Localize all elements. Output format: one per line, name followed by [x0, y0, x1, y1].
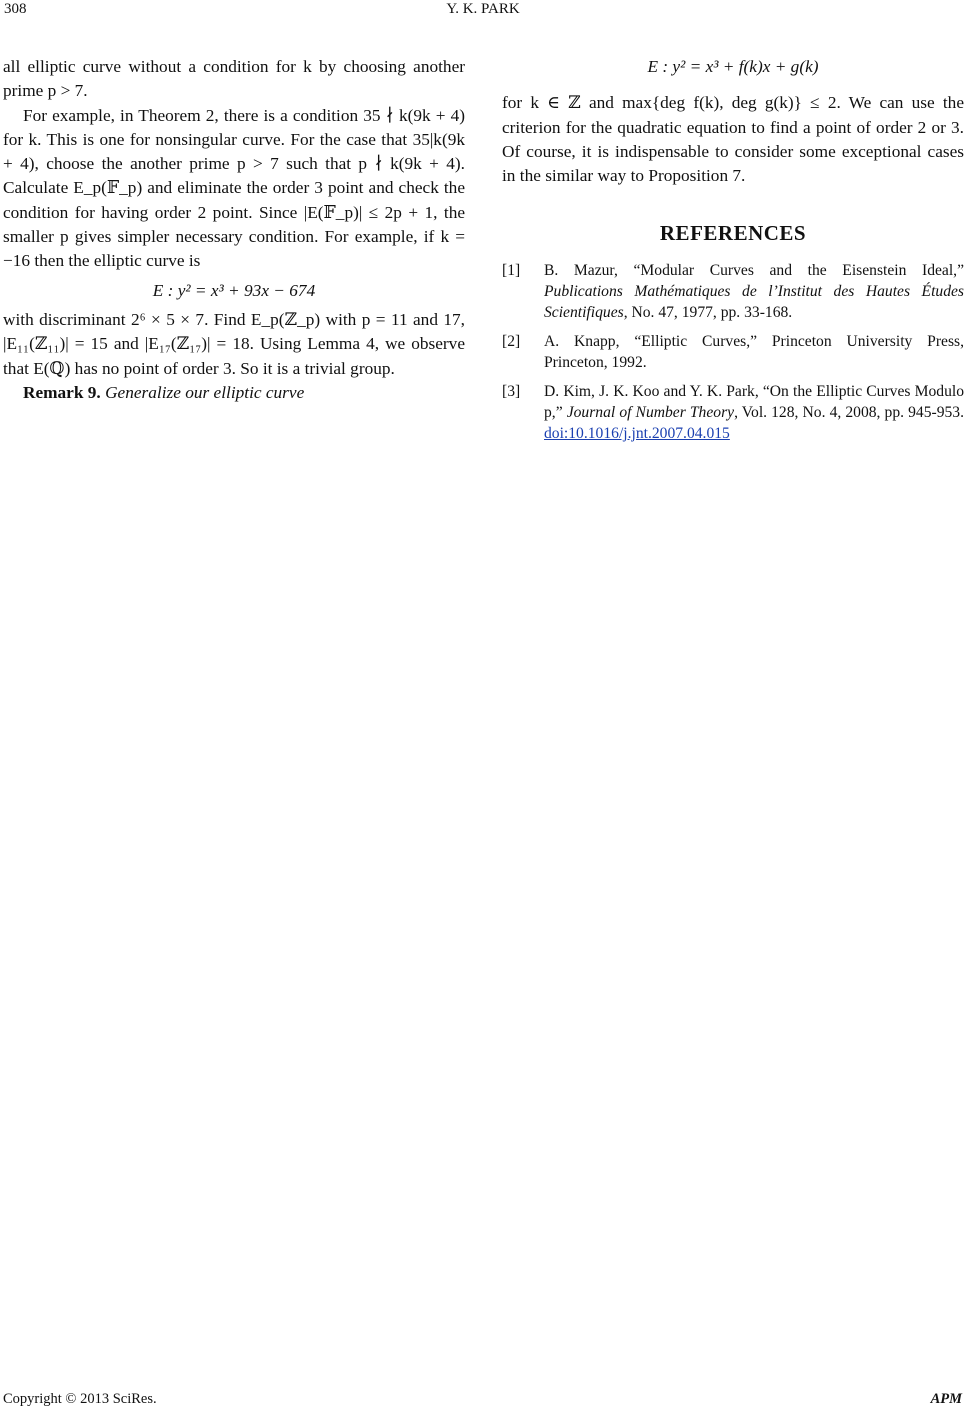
page-number: 308: [4, 1, 27, 17]
reference-number: [3]: [502, 382, 521, 400]
paragraph-2: For example, in Theorem 2, there is a condition 35 ∤ k(9k + 4) for k. This is one for nonsingular curve. For the case that 35|k(9k + 4), choose the another prime p > 7 such that p ∤ k(9k + 4). Calculate E_p(𝔽_p) and eliminate the order 3 point and check the condition for having order 2 point. Since |E(𝔽_p)| ≤ 2p + 1, the smaller p gives simpler necessary condition. For example, if k = −16 then the elliptic curve is: [3, 105, 465, 271]
paragraph-4: for k ∈ ℤ and max{deg f(k), deg g(k)} ≤ 2. We can use the criterion for the quadratic equation to find a point of order 2 or 3. Of course, it is indispensable to consider some exceptional cases in the similar way to Proposition 7.: [502, 93, 964, 186]
reference-authors-title: D. Kim, J. K. Koo and Y. K. Park, “On the Elliptic Curves Modulo p,”: [544, 382, 964, 421]
remark-label: Remark 9.: [23, 382, 101, 402]
reference-authors-title: B. Mazur, “Modular Curves and the Eisenstein Ideal,”: [544, 261, 964, 279]
reference-details: , No. 47, 1977, pp. 33-168.: [623, 303, 793, 321]
equation-1: E : y² = x³ + 93x − 674: [152, 280, 316, 300]
left-column: [3, 55, 465, 405]
reference-3: [502, 381, 964, 444]
reference-venue: Publications Mathématiques de l’Institut des Hautes Études Scientifiques: [544, 282, 964, 321]
reference-number: [2]: [502, 332, 521, 350]
reference-details: , Vol. 128, No. 4, 2008, pp. 945-953.: [734, 403, 964, 421]
copyright: Copyright © 2013 SciRes.: [3, 1391, 157, 1407]
paragraph-1: all elliptic curve without a condition for k by choosing another prime p > 7.: [3, 57, 465, 101]
reference-venue: Journal of Number Theory: [566, 403, 735, 421]
references-heading: REFERENCES: [659, 221, 807, 246]
journal-name: APM: [930, 1391, 962, 1407]
remark-text: Generalize our elliptic curve: [105, 382, 305, 402]
remark-9: [3, 381, 465, 405]
paragraph-3: with discriminant 2⁶ × 5 × 7. Find E_p(ℤ_p) with p = 11 and 17, |E₁₁(ℤ₁₁)| = 15 and |E₁₇(ℤ₁₇)| = 18. Using Lemma 4, we observe that E(ℚ) has no point of order 3. So it is a trivial group.: [3, 309, 465, 378]
reference-authors-title: A. Knapp, “Elliptic Curves,” Princeton University Press, Princeton, 1992.: [544, 332, 964, 371]
reference-1: [502, 260, 964, 323]
right-column: [502, 55, 964, 452]
running-head: Y. K. PARK: [446, 1, 520, 17]
reference-number: [1]: [502, 261, 521, 279]
reference-2: [502, 331, 964, 373]
doi-link[interactable]: doi:10.1016/j.jnt.2007.04.015: [544, 424, 730, 442]
equation-2: E : y² = x³ + f(k)x + g(k): [647, 57, 819, 76]
